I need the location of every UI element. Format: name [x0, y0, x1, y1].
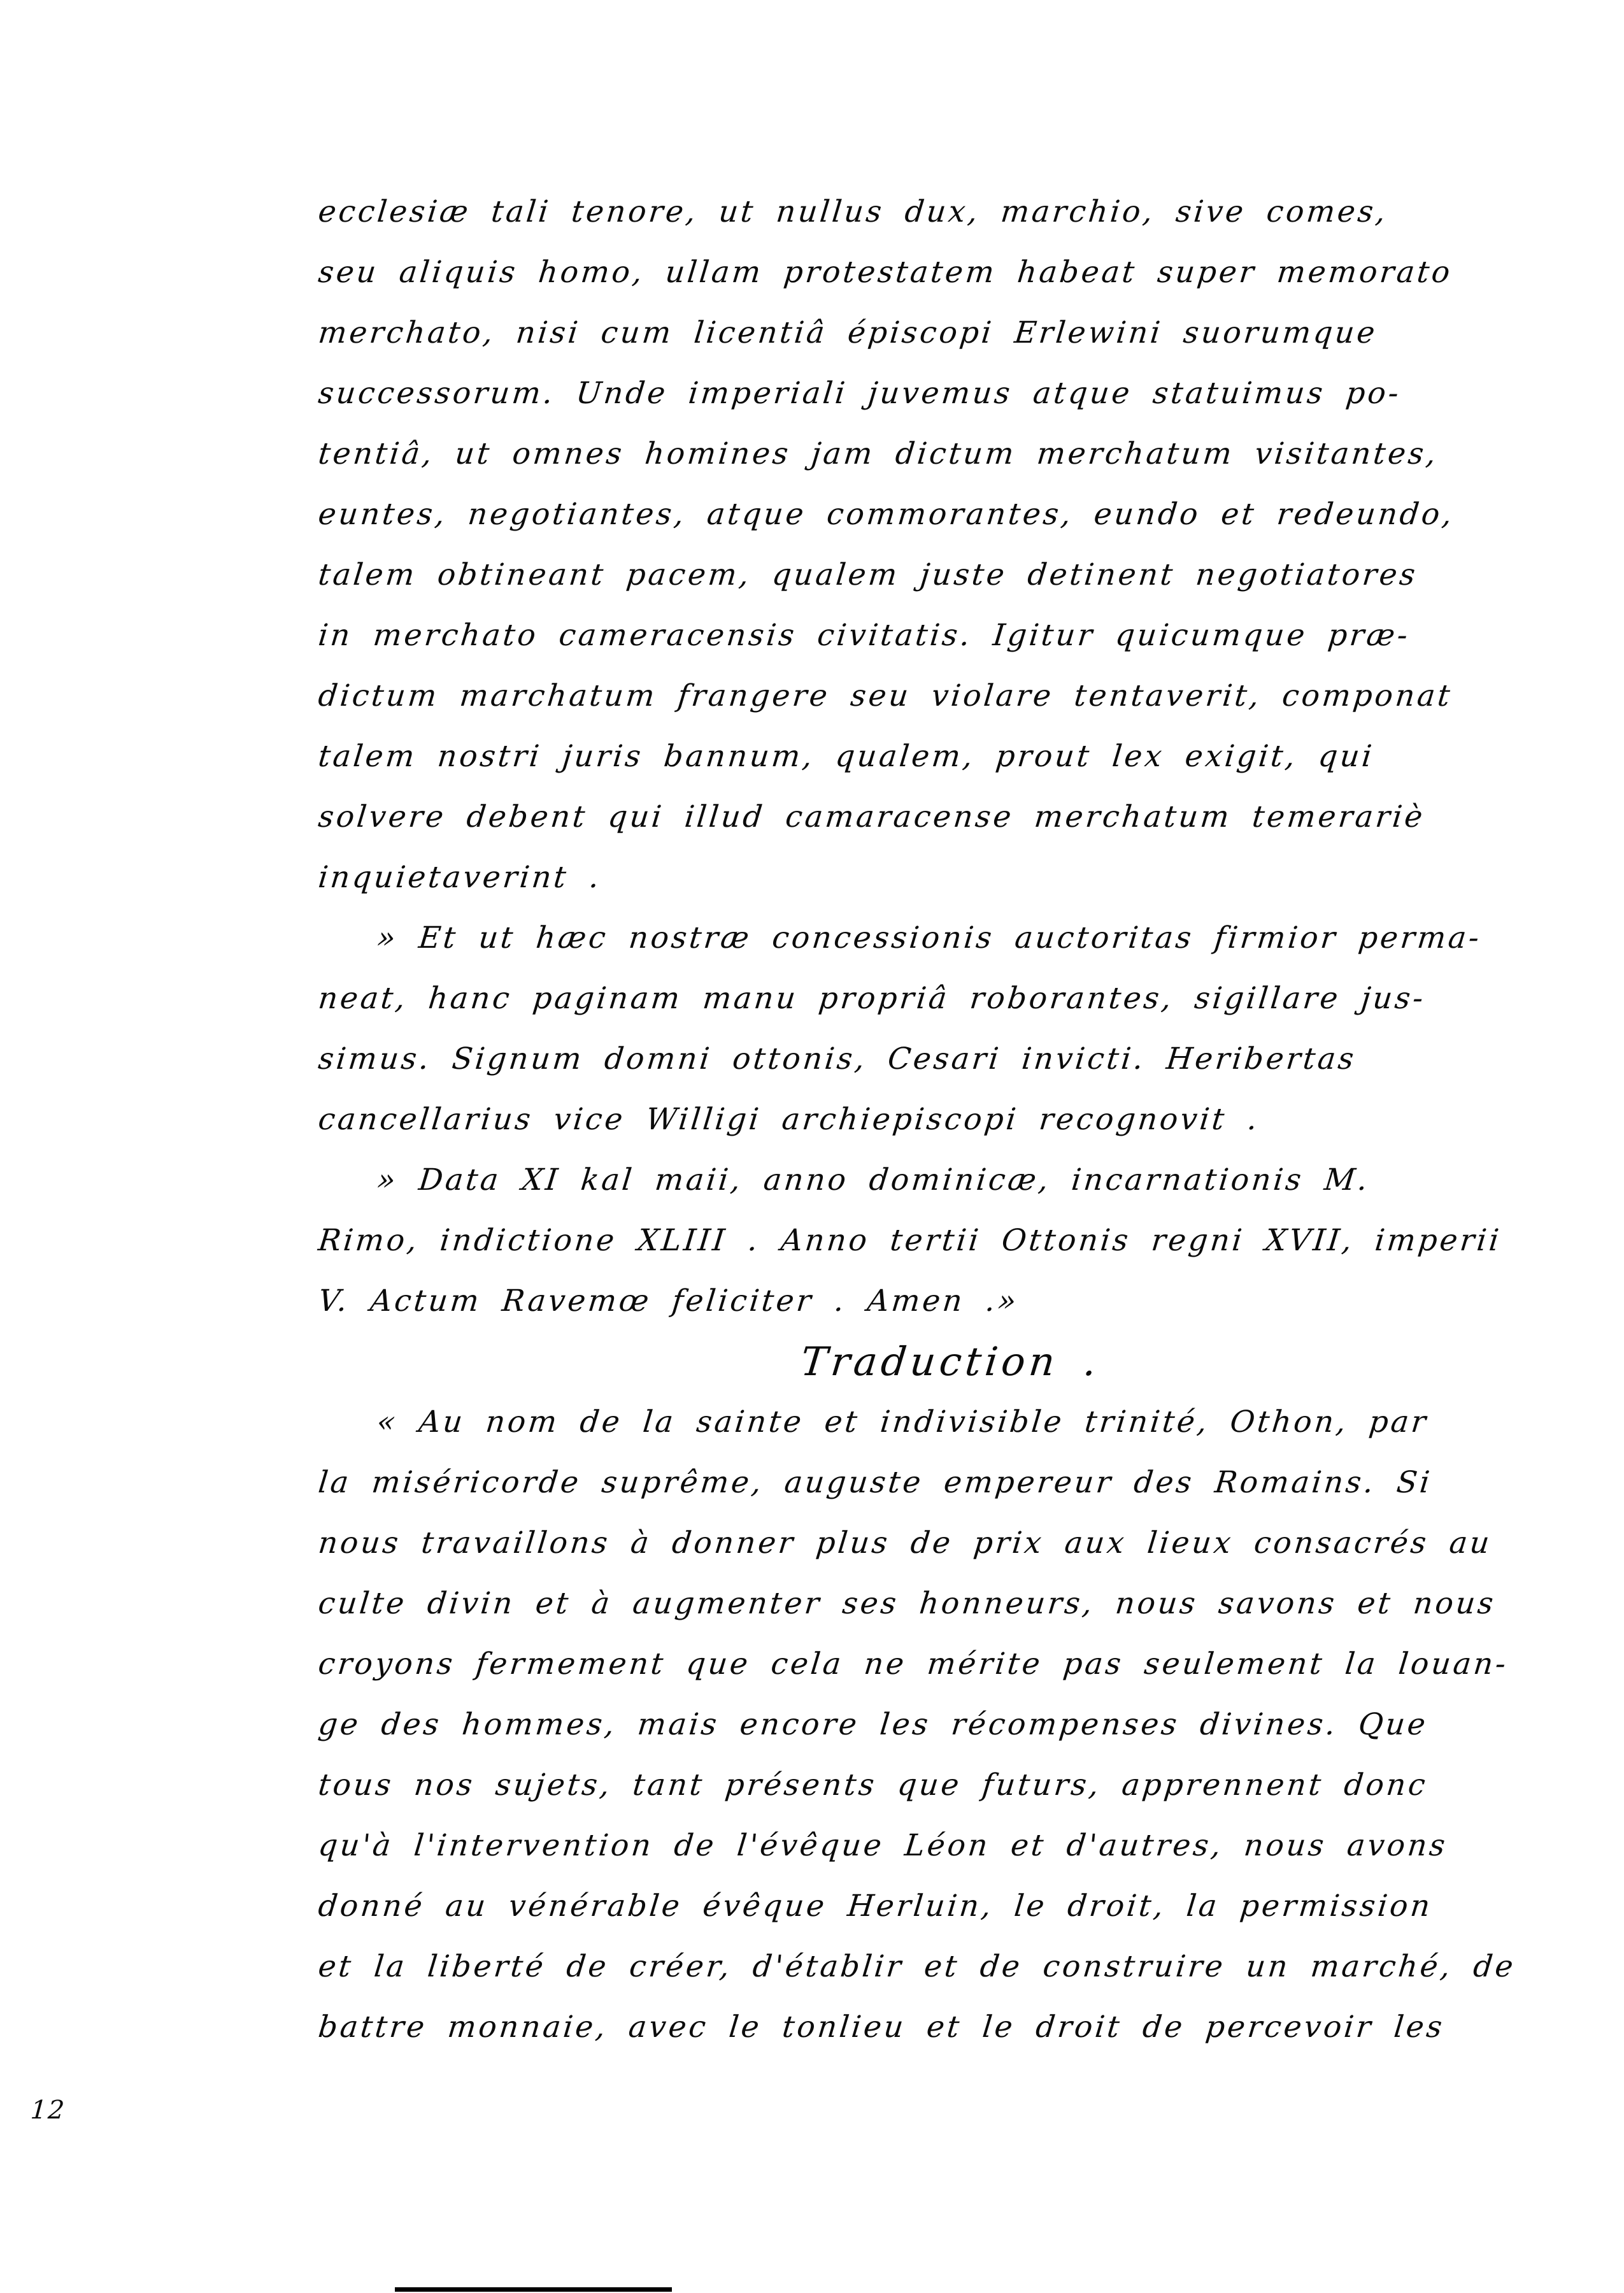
traduction-heading: Traduction .	[798, 1338, 1103, 1385]
manuscript-line: inquietaverint .	[317, 860, 604, 895]
manuscript-line: in merchato cameracensis civitatis. Igitur quicumque præ-	[317, 618, 1412, 653]
manuscript-line: Rimo, indictione XLIII . Anno tertii Ottonis regni XVII, imperii	[317, 1223, 1504, 1258]
manuscript-line: tous nos sujets, tant présents que futurs, apprennent donc	[317, 1768, 1430, 1803]
manuscript-line: culte divin et à augmenter ses honneurs, nous savons et nous	[317, 1586, 1498, 1621]
manuscript-line: donné au vénérable évêque Herluin, le droit, la permission	[317, 1889, 1434, 1924]
manuscript-line: ecclesiæ tali tenore, ut nullus dux, marchio, sive comes,	[317, 194, 1390, 229]
manuscript-line: merchato, nisi cum licentiâ épiscopi Erlewini suorumque	[317, 315, 1379, 350]
manuscript-line: euntes, negotiantes, atque commorantes, eundo et redeundo,	[317, 497, 1457, 532]
manuscript-line: neat, hanc paginam manu propriâ roborantes, sigillare jus-	[317, 981, 1428, 1016]
manuscript-line: tentiâ, ut omnes homines jam dictum merchatum visitantes,	[317, 436, 1441, 471]
manuscript-text-block	[318, 182, 1583, 2057]
manuscript-line: dictum marchatum frangere seu violare tentaverit, componat	[317, 678, 1455, 713]
manuscript-line: simus. Signum domni ottonis, Cesari invicti. Heribertas	[317, 1041, 1358, 1076]
manuscript-line: et la liberté de créer, d'établir et de construire un marché, de	[317, 1949, 1518, 1984]
manuscript-line: battre monnaie, avec le tonlieu et le droit de percevoir les	[317, 2010, 1446, 2045]
manuscript-line: croyons fermement que cela ne mérite pas seulement la louan-	[317, 1647, 1510, 1682]
manuscript-line: nous travaillons à donner plus de prix aux lieux consacrés au	[317, 1525, 1494, 1561]
manuscript-line: seu aliquis homo, ullam protestatem habeat super memorato	[317, 255, 1455, 290]
manuscript-line: » Data XI kal maii, anno dominicæ, incarnationis M.	[375, 1162, 1372, 1197]
scan-artifact-line	[395, 2287, 672, 2292]
manuscript-line: solvere debent qui illud camaracense merchatum temerariè	[317, 799, 1427, 834]
page-number: 12	[29, 2096, 67, 2125]
manuscript-line: talem obtineant pacem, qualem juste detinent negotiatores	[317, 557, 1420, 592]
manuscript-line: successorum. Unde imperiali juvemus atque statuimus po-	[317, 376, 1403, 411]
manuscript-line: qu'à l'intervention de l'évêque Léon et d'autres, nous avons	[317, 1828, 1449, 1863]
manuscript-line: ge des hommes, mais encore les récompenses divines. Que	[317, 1707, 1430, 1742]
manuscript-line: « Au nom de la sainte et indivisible trinité, Othon, par	[375, 1404, 1430, 1439]
manuscript-line: cancellarius vice Willigi archiepiscopi recognovit .	[317, 1102, 1262, 1137]
manuscript-line: » Et ut hæc nostræ concessionis auctoritas firmior perma-	[375, 920, 1483, 955]
manuscript-line: la miséricorde suprême, auguste empereur des Romains. Si	[317, 1465, 1434, 1500]
manuscript-line: V. Actum Ravemœ feliciter . Amen .»	[317, 1283, 1021, 1318]
manuscript-line: talem nostri juris bannum, qualem, prout lex exigit, qui	[317, 739, 1376, 774]
